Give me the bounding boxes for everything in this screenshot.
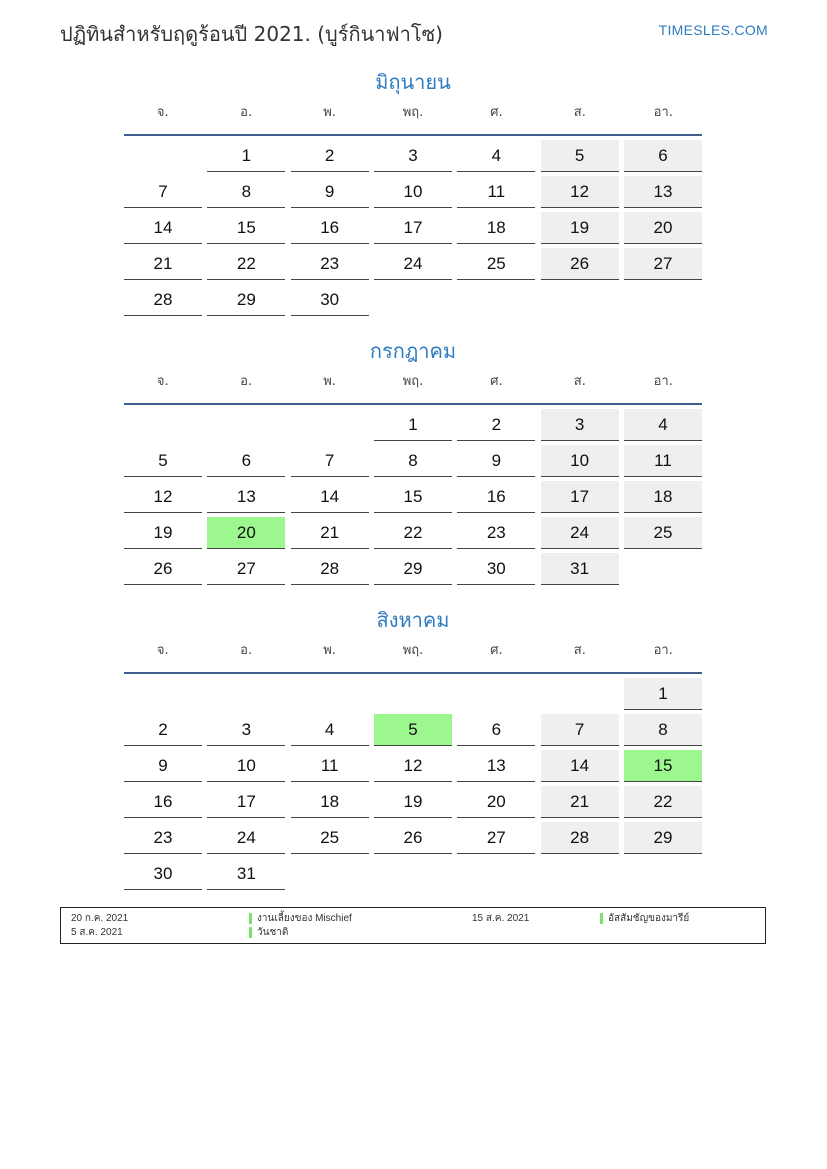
holiday-day-cell: 15 bbox=[624, 750, 702, 782]
week-row bbox=[124, 678, 702, 714]
day-cell: 3 bbox=[207, 714, 285, 746]
weekend-day-cell: 6 bbox=[624, 140, 702, 172]
day-cell: 9 bbox=[124, 750, 202, 782]
weekday-header bbox=[124, 367, 702, 405]
day-cell: 31 bbox=[207, 858, 285, 890]
day-cell: 18 bbox=[457, 212, 535, 244]
day-cell: 13 bbox=[207, 481, 285, 513]
day-cell: 17 bbox=[374, 212, 452, 244]
day-cell: 9 bbox=[457, 445, 535, 477]
day-cell: 10 bbox=[374, 176, 452, 208]
weekend-day-cell: 24 bbox=[541, 517, 619, 549]
day-cell: 21 bbox=[124, 248, 202, 280]
weekday-label: จ. bbox=[156, 374, 169, 389]
week-row bbox=[124, 176, 702, 212]
month-name: กรกฎาคม bbox=[369, 339, 457, 363]
weekend-day-cell: 11 bbox=[624, 445, 702, 477]
day-cell: 18 bbox=[291, 786, 369, 818]
weekend-day-cell: 20 bbox=[624, 212, 702, 244]
day-cell: 11 bbox=[457, 176, 535, 208]
weekday-label: อ. bbox=[240, 374, 253, 389]
day-cell: 20 bbox=[457, 786, 535, 818]
weekend-day-cell: 8 bbox=[624, 714, 702, 746]
weekend-day-cell: 29 bbox=[624, 822, 702, 854]
weekday-label: ศ. bbox=[490, 105, 503, 120]
day-cell: 2 bbox=[124, 714, 202, 746]
day-cell: 23 bbox=[457, 517, 535, 549]
day-cell: 15 bbox=[374, 481, 452, 513]
week-row bbox=[124, 409, 702, 445]
empty-cell bbox=[124, 409, 202, 441]
day-cell: 15 bbox=[207, 212, 285, 244]
weekday-label: อา. bbox=[653, 374, 673, 389]
weekend-day-cell: 3 bbox=[541, 409, 619, 441]
day-cell: 14 bbox=[124, 212, 202, 244]
empty-cell bbox=[457, 284, 535, 316]
day-cell: 6 bbox=[457, 714, 535, 746]
weekend-day-cell: 26 bbox=[541, 248, 619, 280]
weekday-label: พ. bbox=[323, 105, 336, 120]
empty-cell bbox=[207, 409, 285, 441]
legend-marker bbox=[249, 927, 252, 938]
weekday-header bbox=[124, 636, 702, 674]
week-row bbox=[124, 714, 702, 750]
page-title: ปฏิทินสำหรับฤดูร้อนปี 2021. (บูร์กินาฟาโซ) bbox=[60, 22, 443, 46]
day-cell: 19 bbox=[374, 786, 452, 818]
weekday-label: อา. bbox=[653, 643, 673, 658]
day-cell: 7 bbox=[291, 445, 369, 477]
week-row bbox=[124, 445, 702, 481]
holiday-day-cell: 20 bbox=[207, 517, 285, 549]
week-row bbox=[124, 140, 702, 176]
day-cell: 10 bbox=[207, 750, 285, 782]
week-row bbox=[124, 786, 702, 822]
day-cell: 26 bbox=[374, 822, 452, 854]
day-cell: 11 bbox=[291, 750, 369, 782]
day-cell: 22 bbox=[207, 248, 285, 280]
holiday-day-cell: 5 bbox=[374, 714, 452, 746]
day-cell: 24 bbox=[374, 248, 452, 280]
weekend-day-cell: 17 bbox=[541, 481, 619, 513]
day-cell: 16 bbox=[124, 786, 202, 818]
day-cell: 24 bbox=[207, 822, 285, 854]
weekday-label: พฤ. bbox=[402, 643, 424, 658]
weekday-label: พ. bbox=[323, 374, 336, 389]
empty-cell bbox=[624, 284, 702, 316]
day-cell: 30 bbox=[291, 284, 369, 316]
day-cell: 27 bbox=[207, 553, 285, 585]
legend-marker bbox=[249, 913, 252, 924]
month-calendar bbox=[124, 335, 702, 589]
empty-cell bbox=[124, 678, 202, 710]
weekday-label: อ. bbox=[240, 643, 253, 658]
day-cell: 26 bbox=[124, 553, 202, 585]
weekday-label: อ. bbox=[240, 105, 253, 120]
empty-cell bbox=[541, 284, 619, 316]
weekday-label: ศ. bbox=[490, 374, 503, 389]
holiday-legend bbox=[60, 907, 766, 944]
week-row bbox=[124, 284, 702, 320]
empty-cell bbox=[291, 409, 369, 441]
weekday-label: จ. bbox=[156, 105, 169, 120]
empty-cell bbox=[457, 858, 535, 890]
empty-cell bbox=[541, 678, 619, 710]
month-calendar bbox=[124, 604, 702, 894]
empty-cell bbox=[374, 858, 452, 890]
weekend-day-cell: 19 bbox=[541, 212, 619, 244]
weekday-label: ส. bbox=[573, 643, 586, 658]
weekend-day-cell: 10 bbox=[541, 445, 619, 477]
day-cell: 9 bbox=[291, 176, 369, 208]
day-cell: 19 bbox=[124, 517, 202, 549]
day-cell: 30 bbox=[124, 858, 202, 890]
weekend-day-cell: 7 bbox=[541, 714, 619, 746]
day-cell: 12 bbox=[374, 750, 452, 782]
weekday-label: อา. bbox=[653, 105, 673, 120]
weekday-label: ส. bbox=[573, 105, 586, 120]
day-cell: 30 bbox=[457, 553, 535, 585]
day-cell: 2 bbox=[457, 409, 535, 441]
month-calendar bbox=[124, 66, 702, 320]
empty-cell bbox=[624, 553, 702, 585]
weekend-day-cell: 4 bbox=[624, 409, 702, 441]
legend-date: 5 ส.ค. 2021 bbox=[71, 927, 123, 938]
day-cell: 25 bbox=[291, 822, 369, 854]
empty-cell bbox=[541, 858, 619, 890]
empty-cell bbox=[457, 678, 535, 710]
day-cell: 4 bbox=[291, 714, 369, 746]
legend-date: 20 ก.ค. 2021 bbox=[71, 913, 129, 924]
weekend-day-cell: 13 bbox=[624, 176, 702, 208]
empty-cell bbox=[624, 858, 702, 890]
weekend-day-cell: 25 bbox=[624, 517, 702, 549]
day-cell: 1 bbox=[374, 409, 452, 441]
week-row bbox=[124, 750, 702, 786]
week-row bbox=[124, 481, 702, 517]
weekday-label: พฤ. bbox=[402, 374, 424, 389]
weekend-day-cell: 1 bbox=[624, 678, 702, 710]
weekday-label: ส. bbox=[573, 374, 586, 389]
week-row bbox=[124, 553, 702, 589]
legend-holiday-name: งานเลี้ยงของ Mischief bbox=[257, 913, 352, 924]
day-cell: 28 bbox=[291, 553, 369, 585]
legend-date: 15 ส.ค. 2021 bbox=[472, 913, 530, 924]
day-cell: 5 bbox=[124, 445, 202, 477]
legend-marker bbox=[600, 913, 603, 924]
weekend-day-cell: 28 bbox=[541, 822, 619, 854]
day-cell: 22 bbox=[374, 517, 452, 549]
empty-cell bbox=[291, 858, 369, 890]
empty-cell bbox=[291, 678, 369, 710]
week-row bbox=[124, 212, 702, 248]
day-cell: 12 bbox=[124, 481, 202, 513]
empty-cell bbox=[374, 678, 452, 710]
empty-cell bbox=[207, 678, 285, 710]
week-row bbox=[124, 517, 702, 553]
day-cell: 23 bbox=[124, 822, 202, 854]
day-cell: 27 bbox=[457, 822, 535, 854]
weekday-label: ศ. bbox=[490, 643, 503, 658]
week-row bbox=[124, 822, 702, 858]
day-cell: 14 bbox=[291, 481, 369, 513]
month-name: มิถุนายน bbox=[375, 70, 451, 94]
day-cell: 28 bbox=[124, 284, 202, 316]
day-cell: 2 bbox=[291, 140, 369, 172]
empty-cell bbox=[374, 284, 452, 316]
day-cell: 16 bbox=[457, 481, 535, 513]
weekday-header bbox=[124, 98, 702, 136]
day-cell: 4 bbox=[457, 140, 535, 172]
day-cell: 7 bbox=[124, 176, 202, 208]
month-name: สิงหาคม bbox=[376, 608, 450, 632]
weekday-label: พฤ. bbox=[402, 105, 424, 120]
day-cell: 29 bbox=[374, 553, 452, 585]
day-cell: 13 bbox=[457, 750, 535, 782]
legend-holiday-name: วันชาติ bbox=[257, 927, 289, 938]
weekend-day-cell: 12 bbox=[541, 176, 619, 208]
weekend-day-cell: 5 bbox=[541, 140, 619, 172]
day-cell: 21 bbox=[291, 517, 369, 549]
day-cell: 1 bbox=[207, 140, 285, 172]
brand-link[interactable]: TIMESLES.COM bbox=[658, 22, 768, 38]
weekday-label: จ. bbox=[156, 643, 169, 658]
legend-holiday-name: อัสสัมชัญของมารีย์ bbox=[608, 913, 690, 924]
weekend-day-cell: 27 bbox=[624, 248, 702, 280]
day-cell: 6 bbox=[207, 445, 285, 477]
day-cell: 23 bbox=[291, 248, 369, 280]
day-cell: 3 bbox=[374, 140, 452, 172]
weekday-label: พ. bbox=[323, 643, 336, 658]
weekend-day-cell: 31 bbox=[541, 553, 619, 585]
weekend-day-cell: 22 bbox=[624, 786, 702, 818]
weekend-day-cell: 18 bbox=[624, 481, 702, 513]
week-row bbox=[124, 858, 702, 894]
weekend-day-cell: 21 bbox=[541, 786, 619, 818]
day-cell: 29 bbox=[207, 284, 285, 316]
weekend-day-cell: 14 bbox=[541, 750, 619, 782]
week-row bbox=[124, 248, 702, 284]
day-cell: 25 bbox=[457, 248, 535, 280]
empty-cell bbox=[124, 140, 202, 172]
day-cell: 17 bbox=[207, 786, 285, 818]
day-cell: 8 bbox=[207, 176, 285, 208]
day-cell: 16 bbox=[291, 212, 369, 244]
day-cell: 8 bbox=[374, 445, 452, 477]
